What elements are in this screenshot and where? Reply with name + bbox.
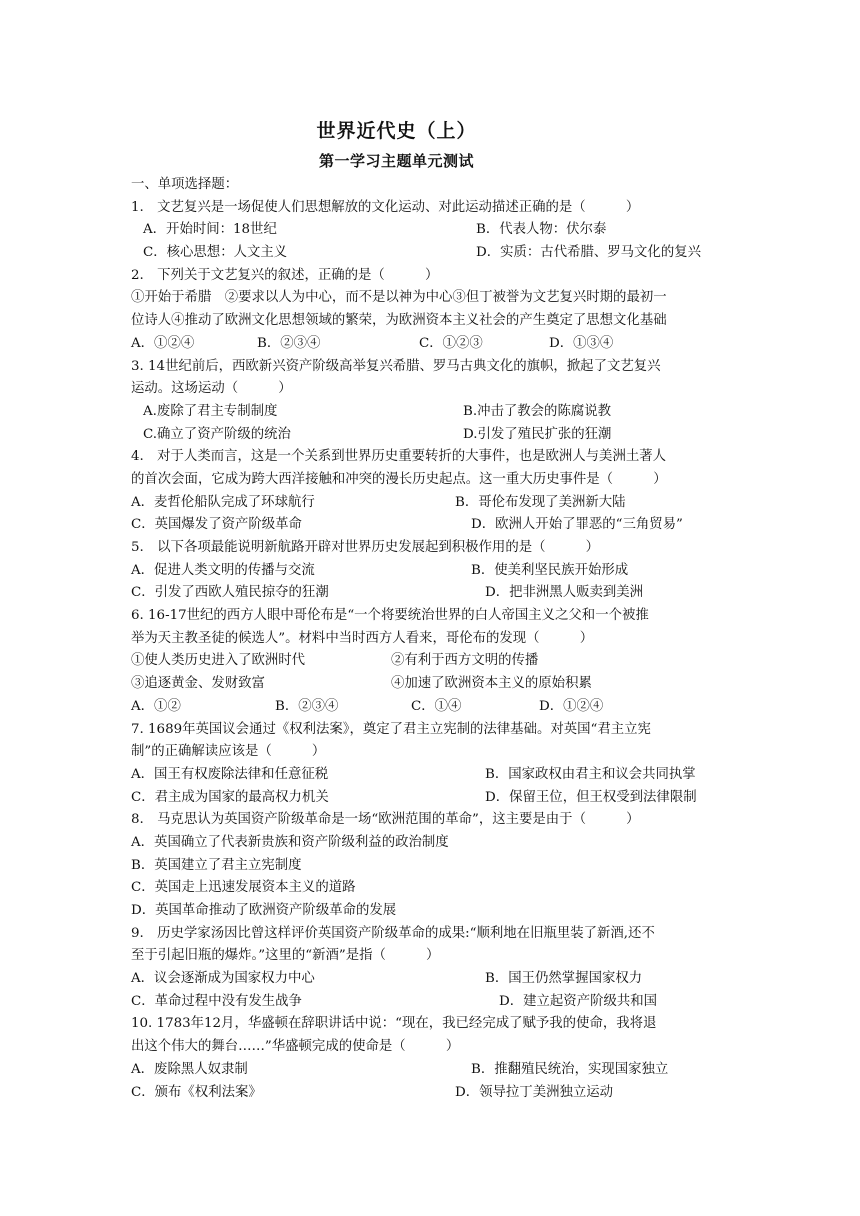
option-a: A．废除黑人奴隶制 (131, 1061, 248, 1077)
question-9-stem: 至于引起旧瓶的爆炸。”这里的“新酒”是指（ ） (131, 948, 440, 964)
option-c: C．核心思想：人文主义 (143, 245, 288, 261)
question-2-options-row (131, 333, 731, 356)
question-6-statements-row (131, 673, 731, 696)
question-1-stem: 1. 文艺复兴是一场促使人们思想解放的文化运动、对此运动描述正确的是（ ） (131, 199, 640, 215)
question-1-options-row (131, 219, 731, 242)
question-8-stem: 8. 马克思认为英国资产阶级革命是一场“欧洲范围的革命”，这主要是由于（ ） (131, 812, 640, 828)
question-9-options-row (131, 968, 731, 991)
question-10-stem: 出这个伟大的舞台……”华盛顿完成的使命是（ ） (131, 1039, 460, 1055)
option-a: A.废除了君主专制制度 (143, 403, 278, 419)
option-b: B．②③④ (275, 698, 339, 714)
option-c: C．革命过程中没有发生战争 (131, 993, 302, 1009)
question-9-stem: 9. 历史学家汤因比曾这样评价英国资产阶级革命的成果:“顺利地在旧瓶里装了新酒,还不 (131, 925, 655, 941)
question-6-stem: 举为天主教圣徒的候选人”。材料中当时西方人看来，哥伦布的发现（ ） (131, 630, 594, 646)
question-5-options-row (131, 582, 731, 605)
page-subtitle: 第一学习主题单元测试 (318, 152, 474, 170)
option-a: A．开始时间：18世纪 (143, 222, 277, 238)
option-d: D．欧洲人开始了罪恶的“三角贸易” (471, 517, 683, 533)
option-c: C．①④ (411, 698, 462, 714)
page-title: 世界近代史（上） (316, 120, 477, 142)
question-5-stem: 5. 以下各项最能说明新航路开辟对世界历史发展起到积极作用的是（ ） (131, 540, 600, 555)
option-d: D．①②④ (539, 698, 604, 714)
question-3-stem: 运动。这场运动（ ） (131, 381, 292, 397)
question-2-stem: 位诗人④推动了欧洲文化思想领域的繁荣，为欧洲资本主义社会的产生奠定了思想文化基础 (131, 313, 667, 329)
option-b: B．推翻殖民统治，实现国家独立 (471, 1061, 669, 1077)
option-c: C.确立了资产阶级的统治 (143, 426, 291, 442)
statement-3: ③追逐黄金、发财致富 (131, 676, 265, 692)
question-7-options-row (131, 787, 731, 810)
option-d: D．保留王位，但王权受到法律限制 (485, 789, 697, 805)
option-c: C．英国走上迅速发展资本主义的道路 (131, 880, 356, 896)
option-b: B．使美利坚民族开始形成 (471, 562, 629, 578)
option-d: D．英国革命推动了欧洲资产阶级革命的发展 (131, 903, 397, 918)
option-c: C．①②③ (419, 335, 483, 351)
option-a: A．英国确立了代表新贵族和资产阶级利益的政治制度 (131, 834, 449, 850)
question-10-options-row (131, 1059, 731, 1082)
option-a: A．①②④ (131, 335, 195, 351)
question-6-options-row (131, 696, 731, 719)
question-4-options-row (131, 492, 731, 515)
option-b: B．代表人物：伏尔泰 (476, 222, 607, 238)
option-b: B．国家政权由君主和议会共同执掌 (485, 766, 696, 782)
option-d: D．把非洲黑人贩卖到美洲 (485, 585, 644, 601)
option-a: A．议会逐渐成为国家权力中心 (131, 971, 315, 987)
question-2-stem: ①开始于希腊 ②要求以人为中心，而不是以神为中心③但丁被誉为文艺复兴时期的最初一 (131, 290, 667, 306)
question-2-stem: 2. 下列关于文艺复兴的叙述，正确的是（ ） (131, 267, 439, 283)
question-7-stem: 制”的正确解读应该是（ ） (131, 744, 326, 760)
question-7-stem: 7. 1689年英国议会通过《权利法案》，奠定了君主立宪制的法律基础。对英国“君主立宪 (131, 721, 651, 737)
option-b: B．国王仍然掌握国家权力 (485, 971, 643, 987)
statement-2: ②有利于西方文明的传播 (391, 653, 539, 669)
statement-1: ①使人类历史进入了欧洲时代 (131, 653, 306, 669)
question-7-options-row (131, 764, 731, 787)
question-4-options-row (131, 514, 731, 537)
question-list (131, 174, 731, 1104)
statement-4: ④加速了欧洲资本主义的原始积累 (391, 676, 592, 692)
question-6-stem: 6. 16-17世纪的西方人眼中哥伦布是“一个将要统治世界的白人帝国主义之父和一个被推 (131, 608, 649, 624)
question-4-stem: 的首次会面，它成为跨大西洋接触和冲突的漫长历史起点。这一重大历史事件是（ ） (131, 471, 667, 487)
option-b: B.冲击了教会的陈腐说教 (463, 403, 612, 419)
option-d: D．①③④ (549, 335, 614, 351)
option-d: D．领导拉丁美洲独立运动 (455, 1084, 614, 1100)
option-a: A．麦哲伦船队完成了环球航行 (131, 494, 315, 510)
option-d: D．建立起资产阶级共和国 (499, 993, 658, 1009)
option-b: B．②③④ (257, 335, 321, 351)
option-a: A．国王有权废除法律和任意征税 (131, 766, 329, 782)
option-b: B．哥伦布发现了美洲新大陆 (455, 494, 626, 510)
question-4-stem: 4. 对于人类而言，这是一个关系到世界历史重要转折的大事件，也是欧洲人与美洲土著人 (131, 449, 667, 465)
question-9-options-row (131, 991, 731, 1014)
question-1-options-row (131, 242, 731, 265)
question-10-options-row (131, 1082, 731, 1105)
question-6-statements-row (131, 650, 731, 673)
question-10-stem: 10. 1783年12月，华盛顿在辞职讲话中说：“现在，我已经完成了赋予我的使命，我将退 (131, 1016, 657, 1032)
option-a: A．①② (131, 698, 181, 714)
question-3-options-row (131, 401, 731, 424)
question-5-options-row (131, 560, 731, 583)
option-c: C．引发了西欧人殖民掠夺的狂潮 (131, 585, 329, 601)
option-d: D．实质：古代希腊、罗马文化的复兴 (476, 245, 701, 261)
option-c: C．颁布《权利法案》 (131, 1084, 262, 1100)
option-c: C．君主成为国家的最高权力机关 (131, 789, 329, 805)
option-c: C．英国爆发了资产阶级革命 (131, 517, 302, 533)
option-d: D.引发了殖民扩张的狂潮 (463, 426, 612, 442)
question-3-stem: 3. 14世纪前后，西欧新兴资产阶级高举复兴希腊、罗马古典文化的旗帜，掀起了文艺复兴 (131, 358, 661, 374)
section-heading: 一、单项选择题： (131, 177, 239, 192)
option-b: B．英国建立了君主立宪制度 (131, 857, 302, 873)
question-3-options-row (131, 424, 731, 447)
option-a: A．促进人类文明的传播与交流 (131, 562, 315, 578)
